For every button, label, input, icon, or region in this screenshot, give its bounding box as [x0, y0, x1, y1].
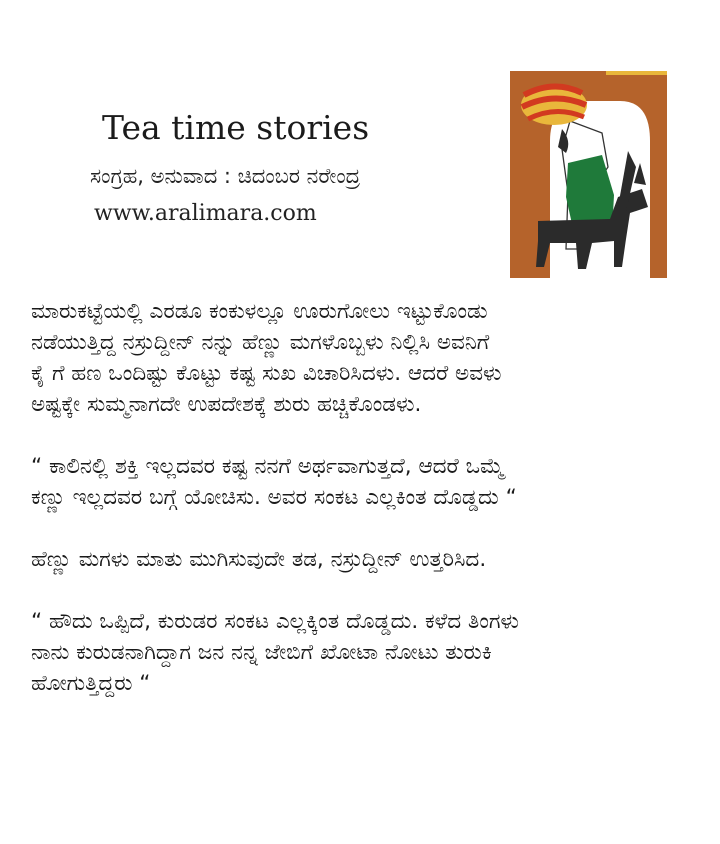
man-riding-donkey-icon [510, 71, 667, 278]
story-quote: “ ಕಾಲಿನಲ್ಲಿ ಶಕ್ತಿ ಇಲ್ಲದವರ ಕಷ್ಟ ನನಗೆ ಅರ್ಥವಾಗುತ್ತದೆ, ಆದರೆ ಒಮ್ಮೆ ಕಣ್ಣು ಇಲ್ಲದವರ ಬಗ್ಗೆ ಯೋಚಿಸು. ಅವರ ಸಂಕಟ ಎಲ್ಲಕಿಂತ ದೊಡ್ಡದು “ [31, 454, 517, 510]
story-body [31, 296, 703, 730]
page-title: Tea time stories [102, 108, 370, 147]
story-paragraph: ಮಾರುಕಟ್ಟೆಯಲ್ಲಿ ಎರಡೂ ಕಂಕುಳಲ್ಲೂ ಊರುಗೋಲು ಇಟ್ಟುಕೊಂಡು ನಡೆಯುತ್ತಿದ್ದ ನಸ್ರುದ್ದೀನ್ ನನ್ನು ಹೆಣ್ಣು ಮಗಳೊಬ್ಬಳು ನಿಲ್ಲಿಸಿ ಅವನಿಗೆ ಕೈ ಗೆ ಹಣ ಒಂದಿಷ್ಟು ಕೊಟ್ಟು ಕಷ್ಟ ಸುಖ ವಿಚಾರಿಸಿದಳು. ಆದರೆ ಅವಳು ಅಷ್ಟಕ್ಕೇ ಸುಮ್ಮನಾಗದೇ ಉಪದೇಶಕ್ಕೆ ಶುರು ಹಚ್ಚಿಕೊಂಡಳು. [31, 299, 502, 417]
page-subtitle: ಸಂಗ್ರಹ, ಅನುವಾದ : ಚಿದಂಬರ ನರೇಂದ್ರ [90, 164, 361, 188]
story-quote: “ ಹೌದು ಒಪ್ಪಿದೆ, ಕುರುಡರ ಸಂಕಟ ಎಲ್ಲಕ್ಕಿಂತ ದೊಡ್ಡದು. ಕಳೆದ ತಿಂಗಳು ನಾನು ಕುರುಡನಾಗಿದ್ದಾಗ ಜನ ನನ್ನ ಜೇಬಿಗೆ ಖೋಟಾ ನೋಟು ತುರುಕಿ ಹೋಗುತ್ತಿದ್ದರು “ [31, 609, 519, 696]
story-paragraph: ಹೆಣ್ಣು ಮಗಳು ಮಾತು ಮುಗಿಸುವುದೇ ತಡ, ನಸ್ರುದ್ದೀನ್ ಉತ್ತರಿಸಿದ. [31, 547, 487, 572]
website-url: www.aralimara.com [94, 201, 317, 226]
